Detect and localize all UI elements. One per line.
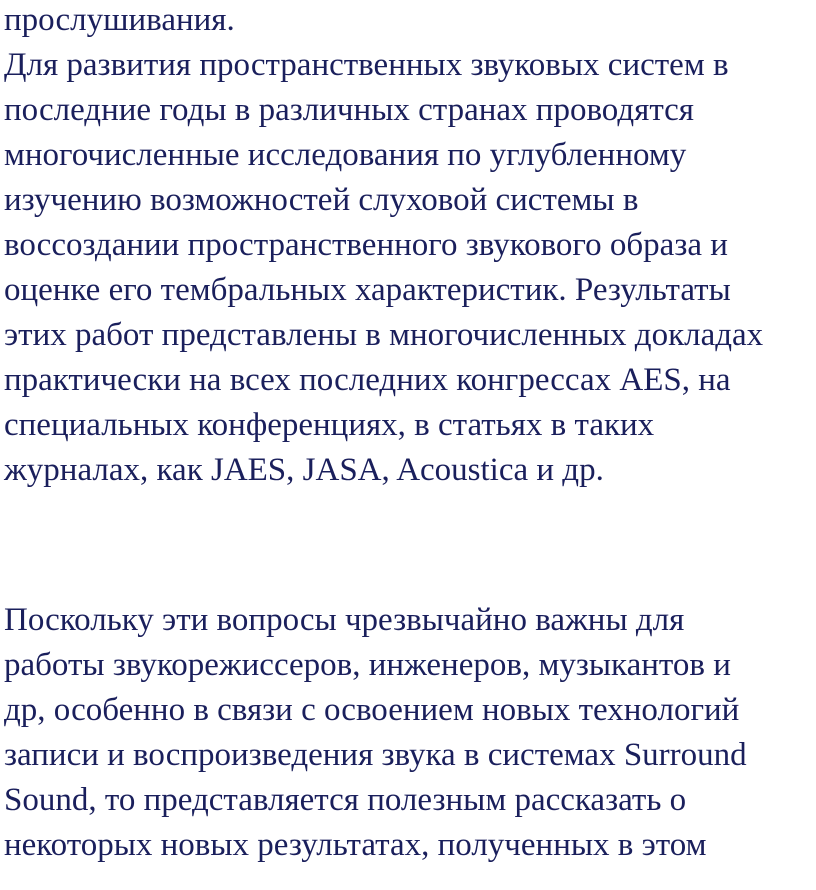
text-line: этих работ представлены в многочисленных докладах [4, 317, 764, 353]
text-line: многочисленные исследования по углубленному [4, 137, 687, 173]
text-line: др, особенно в связи с освоением новых технологий [4, 692, 740, 728]
text-line: Для развития пространственных звуковых систем в [4, 47, 729, 83]
text-line: изучению возможностей слуховой системы в [4, 182, 639, 218]
text-line: оценке его тембральных характеристик. Результаты [4, 272, 731, 308]
text-line: воссоздании пространственного звукового образа и [4, 227, 728, 263]
text-line: последние годы в различных странах проводятся [4, 92, 694, 128]
text-line: некоторых новых результатах, полученных в этом [4, 827, 707, 863]
text-line: Поскольку эти вопросы чрезвычайно важны для [4, 602, 685, 638]
text-line: практически на всех последних конгрессах AES, на [4, 362, 731, 398]
text-line: журналах, как JAES, JASA, Acoustica и др. [4, 452, 604, 488]
text-line: Sound, то представляется полезным рассказать о [4, 782, 687, 818]
text-line: специальных конференциях, в статьях в таких [4, 407, 655, 443]
text-line: прослушивания. [4, 2, 235, 38]
text-line: работы звукорежиссеров, инженеров, музыкантов и [4, 647, 731, 683]
paragraph-2 [4, 598, 816, 868]
text-line: записи и воспроизведения звука в системах Surround [4, 737, 747, 773]
paragraph-1 [4, 43, 816, 493]
fragment-line-block [4, 0, 816, 43]
